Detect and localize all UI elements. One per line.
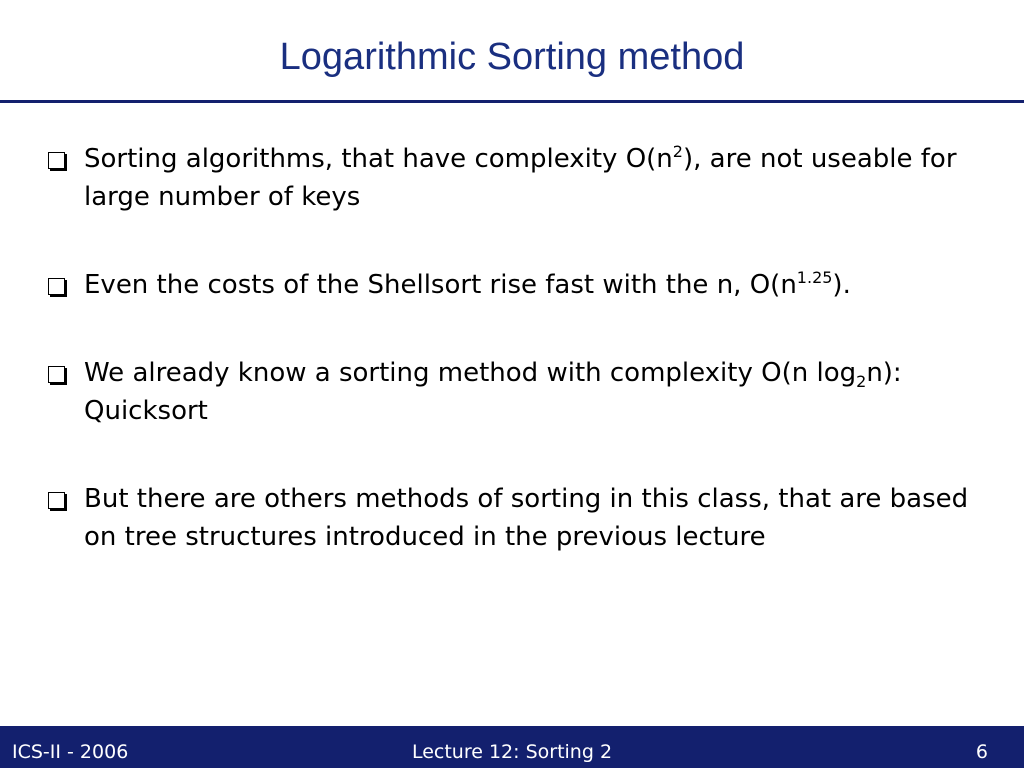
checkbox-bullet-icon (48, 492, 65, 509)
title-divider (0, 100, 1024, 103)
bullet-item (46, 480, 976, 556)
bullet-list (46, 140, 976, 606)
checkbox-bullet-icon (48, 278, 65, 295)
footer-page-number: 6 (975, 741, 988, 763)
slide-footer (0, 726, 1024, 768)
bullet-text: But there are others methods of sorting in this class, that are based on tree structures introduced in the previous lecture (84, 484, 969, 552)
footer-lecture-title: Lecture 12: Sorting 2 (411, 741, 613, 763)
checkbox-bullet-icon (48, 152, 65, 169)
checkbox-bullet-icon (48, 366, 65, 383)
bullet-item (46, 140, 976, 216)
bullet-item (46, 266, 976, 304)
bullet-text: We already know a sorting method with complexity O(n $\log_2n$): Quicksort (84, 358, 902, 426)
bullet-item (46, 354, 976, 430)
bullet-text: Sorting algorithms, that have complexity $O(n^2)$, are not useable for large number of keys (84, 142, 957, 212)
slide-title: Logarithmic Sorting method (279, 36, 745, 78)
bullet-text: Even the costs of the Shellsort rise fast with the n, $O(n^{1.25})$. (84, 268, 851, 300)
footer-course: ICS-II - 2006 (12, 741, 129, 763)
